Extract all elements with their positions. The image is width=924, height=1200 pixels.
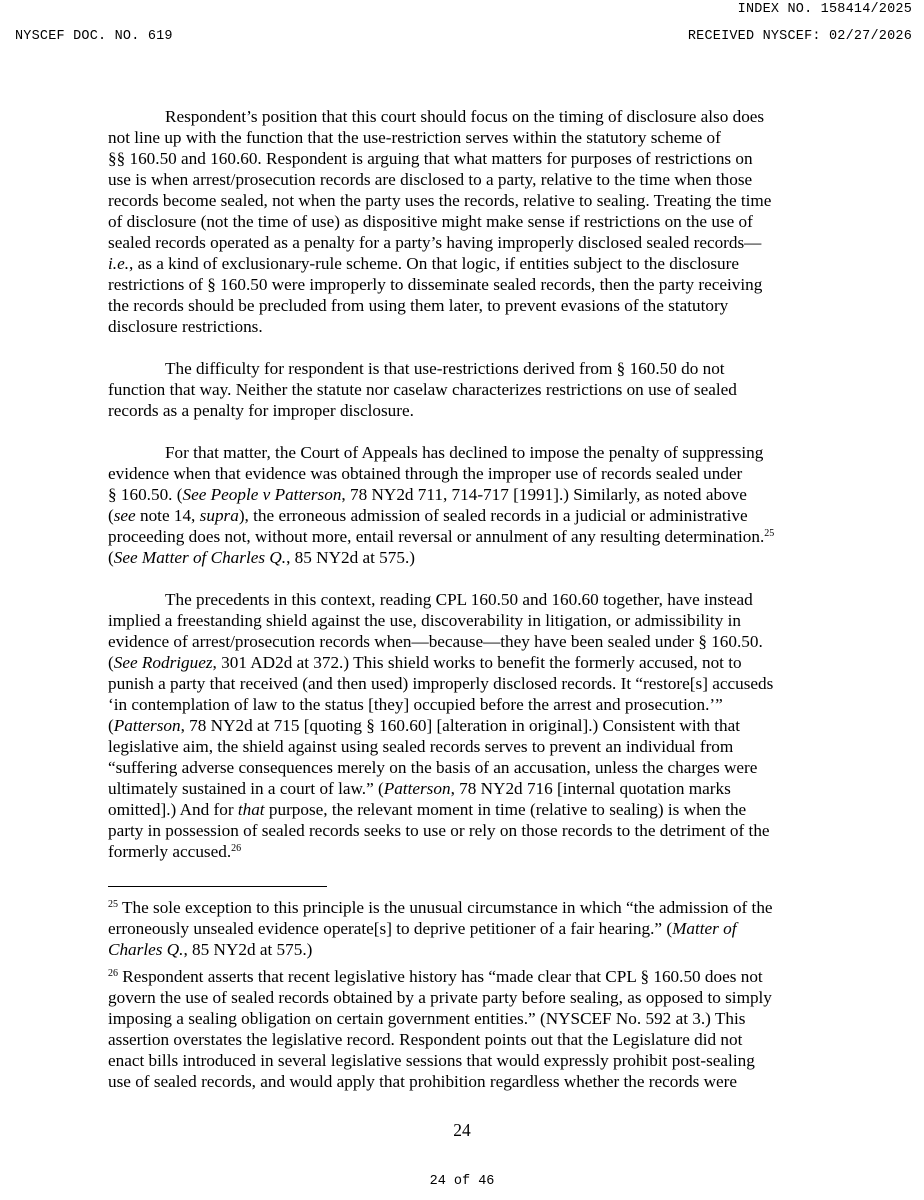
text-run: ‘in contemplation of law to the status [they] occupied before the arrest and prosecution.’” <box>108 695 723 714</box>
text-run: formerly accused. <box>108 842 232 861</box>
italic-text: See People v Patterson <box>182 485 342 504</box>
text-line <box>108 274 828 295</box>
text-run: use of sealed records, and would apply that prohibition regardless whether the records were <box>108 1072 738 1091</box>
text-line <box>108 820 828 841</box>
text-line <box>108 939 828 960</box>
text-line <box>108 673 828 694</box>
text-run: restrictions of § 160.50 were improperly to disseminate sealed records, then the party receiving <box>108 275 763 294</box>
italic-text: see <box>113 506 136 525</box>
text-line <box>108 442 828 463</box>
text-line <box>108 127 828 148</box>
text-line <box>108 757 828 778</box>
footnote-marker: 25 <box>764 528 775 539</box>
footnote <box>108 966 828 1092</box>
text-run: records become sealed, not when the party uses the records, relative to sealing. Treating the time <box>108 191 772 210</box>
text-line <box>108 631 828 652</box>
text-run: The difficulty for respondent is that use-restrictions derived from § 160.50 do not <box>165 359 725 378</box>
text-run: implied a freestanding shield against the use, discoverability in litigation, or admissibility in <box>108 611 741 630</box>
paragraph <box>108 442 828 568</box>
text-run: evidence when that evidence was obtained through the improper use of records sealed under <box>108 464 743 483</box>
italic-text: See Rodriguez <box>113 653 213 672</box>
text-run: punish a party that received (and then used) improperly disclosed records. It “restore[s] accuseds <box>108 674 774 693</box>
italic-text: Matter of <box>672 919 737 938</box>
index-number: INDEX NO. 158414/2025 <box>737 2 912 17</box>
text-line <box>108 1071 828 1092</box>
text-run: purpose, the relevant moment in time (relative to sealing) is when the <box>264 800 747 819</box>
text-run: , 85 NY2d at 575.) <box>286 548 415 567</box>
italic-text: that <box>237 800 265 819</box>
text-run: The precedents in this context, reading CPL 160.50 and 160.60 together, have instead <box>165 590 753 609</box>
text-line <box>108 966 828 987</box>
text-line <box>108 1029 828 1050</box>
text-line <box>108 1050 828 1071</box>
page-number: 24 <box>453 1120 471 1140</box>
italic-text: Patterson <box>113 716 181 735</box>
text-run: ( <box>108 716 114 735</box>
footnote-marker: 26 <box>108 968 118 979</box>
text-run: § 160.50. ( <box>108 485 183 504</box>
text-run: ( <box>108 506 114 525</box>
text-line <box>108 778 828 799</box>
received-date: RECEIVED NYSCEF: 02/27/2026 <box>687 29 912 44</box>
text-run: ( <box>108 653 114 672</box>
text-run: use is when arrest/prosecution records are disclosed to a party, relative to the time when those <box>108 170 753 189</box>
text-run: legislative aim, the shield against using sealed records serves to prevent an individual from <box>108 737 734 756</box>
italic-text: See Matter of Charles Q. <box>113 548 287 567</box>
text-line <box>108 652 828 673</box>
text-run: For that matter, the Court of Appeals has declined to impose the penalty of suppressing <box>165 443 764 462</box>
text-line <box>108 484 828 505</box>
text-line <box>108 526 828 547</box>
text-line <box>108 211 828 232</box>
text-run: note 14, <box>135 506 200 525</box>
text-run: disclosure restrictions. <box>108 317 263 336</box>
text-run: govern the use of sealed records obtained by a private party before sealing, as opposed to simply <box>108 988 772 1007</box>
text-run: enact bills introduced in several legislative sessions that would expressly prohibit post-sealing <box>108 1051 755 1070</box>
text-line <box>108 295 828 316</box>
italic-text: Charles Q. <box>108 940 184 959</box>
paragraph <box>108 106 828 337</box>
body-text <box>108 106 828 883</box>
text-line <box>108 799 828 820</box>
text-line <box>108 463 828 484</box>
footnote-marker: 26 <box>231 843 242 854</box>
text-run: Respondent asserts that recent legislative history has “made clear that CPL § 160.50 does not <box>118 967 763 986</box>
text-run: function that way. Neither the statute nor caselaw characterizes restrictions on use of sealed <box>108 380 737 399</box>
text-line <box>108 106 828 127</box>
text-run: , 78 NY2d 711, 714-717 [1991].) Similarly, as noted above <box>341 485 747 504</box>
italic-text: i.e. <box>108 254 129 273</box>
text-line <box>108 190 828 211</box>
footnotes <box>108 897 828 1098</box>
text-run: The sole exception to this principle is the unusual circumstance in which “the admission of the <box>118 898 773 917</box>
footnote-divider <box>108 886 327 887</box>
text-line <box>108 379 828 400</box>
text-run: , as a kind of exclusionary-rule scheme. On that logic, if entities subject to the disclosure <box>129 254 739 273</box>
text-line <box>108 610 828 631</box>
text-line <box>108 897 828 918</box>
text-run: , 301 AD2d at 372.) This shield works to benefit the formerly accused, not to <box>212 653 742 672</box>
text-run: , 85 NY2d at 575.) <box>183 940 313 959</box>
text-line <box>108 987 828 1008</box>
text-run: , 78 NY2d 716 [internal quotation marks <box>450 779 731 798</box>
text-run: the records should be precluded from using them later, to prevent evasions of the statutory <box>108 296 729 315</box>
text-line <box>108 169 828 190</box>
text-line <box>108 841 828 862</box>
text-run: not line up with the function that the use-restriction serves within the statutory scheme of <box>108 128 721 147</box>
text-run: sealed records operated as a penalty for a party’s having improperly disclosed sealed records— <box>108 233 762 252</box>
text-line <box>108 358 828 379</box>
text-run: omitted].) And for <box>108 800 238 819</box>
text-run: “suffering adverse consequences merely on the basis of an accusation, unless the charges were <box>108 758 758 777</box>
text-run: party in possession of sealed records seeks to use or rely on those records to the detriment of the <box>108 821 770 840</box>
text-line <box>108 400 828 421</box>
text-line <box>108 505 828 526</box>
text-line <box>108 694 828 715</box>
text-line <box>108 148 828 169</box>
paragraph <box>108 358 828 421</box>
text-run: evidence of arrest/prosecution records when—because—they have been sealed under § 160.50. <box>108 632 763 651</box>
text-run: imposing a sealing obligation on certain government entities.” (NYSCEF No. 592 at 3.) This <box>108 1009 746 1028</box>
text-line <box>108 918 828 939</box>
footnote-marker: 25 <box>108 899 118 910</box>
text-line <box>108 1008 828 1029</box>
text-run: erroneously unsealed evidence operate[s] to deprive petitioner of a fair hearing.” ( <box>108 919 673 938</box>
text-run: ( <box>108 548 114 567</box>
text-run: assertion overstates the legislative record. Respondent points out that the Legislature did not <box>108 1030 743 1049</box>
text-line <box>108 589 828 610</box>
paragraph <box>108 589 828 862</box>
doc-number: NYSCEF DOC. NO. 619 <box>15 29 173 44</box>
text-line <box>108 316 828 337</box>
text-run: , 78 NY2d at 715 [quoting § 160.60] [alteration in original].) Consistent with that <box>180 716 741 735</box>
text-run: proceeding does not, without more, entail reversal or annulment of any resulting determination. <box>108 527 765 546</box>
text-run: ultimately sustained in a court of law.” ( <box>108 779 384 798</box>
footnote <box>108 897 828 960</box>
italic-text: Patterson <box>383 779 451 798</box>
text-line <box>108 547 828 568</box>
text-line <box>108 715 828 736</box>
text-line <box>108 232 828 253</box>
page-of-total: 24 of 46 <box>429 1174 495 1189</box>
text-line <box>108 253 828 274</box>
text-run: of disclosure (not the time of use) as dispositive might make sense if restrictions on the use of <box>108 212 753 231</box>
text-line <box>108 736 828 757</box>
italic-text: supra <box>199 506 239 525</box>
text-run: §§ 160.50 and 160.60. Respondent is arguing that what matters for purposes of restrictions on <box>108 149 753 168</box>
text-run: records as a penalty for improper disclosure. <box>108 401 414 420</box>
text-run: Respondent’s position that this court should focus on the timing of disclosure also does <box>165 107 765 126</box>
text-run: ), the erroneous admission of sealed records in a judicial or administrative <box>238 506 748 525</box>
